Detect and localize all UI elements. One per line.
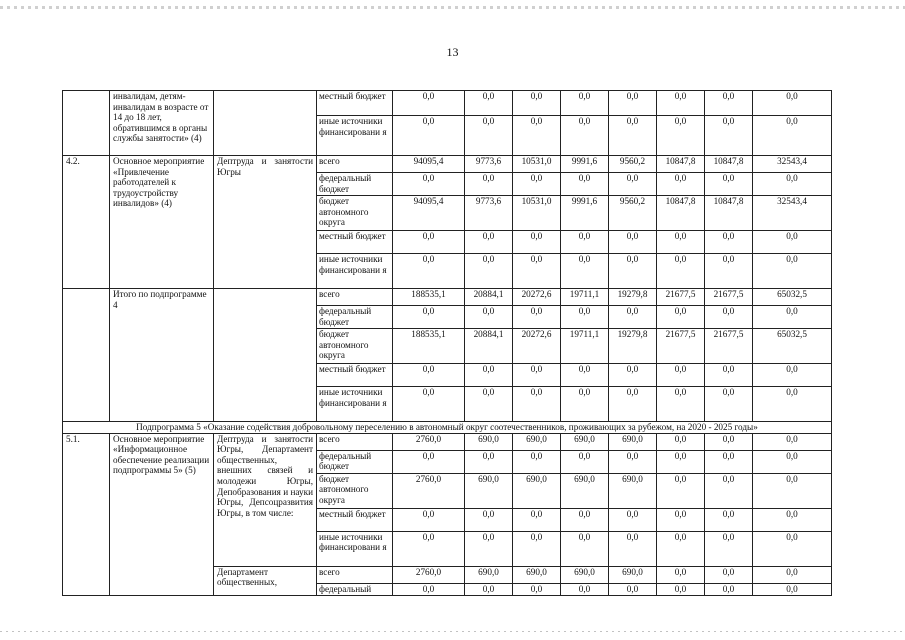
funding-source: иные источники финансировани я xyxy=(317,387,393,422)
amount-cell: 0,0 xyxy=(753,364,832,387)
row-number: 5.1. xyxy=(63,433,110,595)
amount-cell: 0,0 xyxy=(657,450,705,473)
amount-cell: 0,0 xyxy=(705,508,753,531)
amount-cell: 0,0 xyxy=(753,173,832,196)
funding-source: местный бюджет xyxy=(317,91,393,116)
amount-cell: 0,0 xyxy=(609,116,657,156)
amount-cell: 21677,5 xyxy=(705,329,753,364)
amount-cell: 21677,5 xyxy=(657,289,705,306)
amount-cell: 0,0 xyxy=(561,173,609,196)
funding-source: всего xyxy=(317,566,393,583)
amount-cell: 0,0 xyxy=(609,387,657,422)
amount-cell: 0,0 xyxy=(513,116,561,156)
amount-cell: 20884,1 xyxy=(465,289,513,306)
amount-cell: 0,0 xyxy=(609,91,657,116)
executor: Дептруда и занятости Югры xyxy=(214,156,317,289)
amount-cell: 65032,5 xyxy=(753,289,832,306)
amount-cell: 0,0 xyxy=(657,566,705,583)
amount-cell: 0,0 xyxy=(753,306,832,329)
amount-cell: 0,0 xyxy=(465,116,513,156)
amount-cell: 0,0 xyxy=(465,306,513,329)
amount-cell: 9991,6 xyxy=(561,196,609,231)
amount-cell: 2760,0 xyxy=(393,473,465,508)
amount-cell: 690,0 xyxy=(609,473,657,508)
amount-cell: 0,0 xyxy=(705,306,753,329)
amount-cell: 0,0 xyxy=(513,508,561,531)
amount-cell: 0,0 xyxy=(465,254,513,289)
amount-cell: 9991,6 xyxy=(561,156,609,173)
executor: Дептруда и занятости Югры, Департамент общественных, внешних связей и молодежи Югры, Депобразования и науки Югры, Депсоцразвития Югры, в том числе: xyxy=(214,433,317,566)
amount-cell: 0,0 xyxy=(465,531,513,566)
amount-cell: 0,0 xyxy=(393,508,465,531)
amount-cell: 690,0 xyxy=(465,433,513,450)
amount-cell: 690,0 xyxy=(513,566,561,583)
amount-cell: 0,0 xyxy=(753,531,832,566)
amount-cell: 0,0 xyxy=(513,173,561,196)
measure-name: Итого по подпрограмме 4 xyxy=(110,289,214,422)
amount-cell: 0,0 xyxy=(753,387,832,422)
amount-cell: 690,0 xyxy=(561,433,609,450)
amount-cell: 0,0 xyxy=(609,364,657,387)
amount-cell: 0,0 xyxy=(609,173,657,196)
amount-cell: 0,0 xyxy=(561,91,609,116)
amount-cell: 0,0 xyxy=(705,91,753,116)
amount-cell: 0,0 xyxy=(561,231,609,254)
amount-cell: 0,0 xyxy=(657,231,705,254)
amount-cell: 0,0 xyxy=(753,450,832,473)
amount-cell: 0,0 xyxy=(561,116,609,156)
subprogram-heading: Подпрограмма 5 «Оказание содействия добровольному переселению в автономный округ соотечественников, проживающих за рубежом, на 2020 - 2025 годы» xyxy=(63,422,832,434)
amount-cell: 0,0 xyxy=(561,508,609,531)
amount-cell: 0,0 xyxy=(609,231,657,254)
amount-cell: 94095,4 xyxy=(393,156,465,173)
amount-cell: 188535,1 xyxy=(393,289,465,306)
funding-source: федеральный бюджет xyxy=(317,173,393,196)
amount-cell: 690,0 xyxy=(465,473,513,508)
amount-cell: 0,0 xyxy=(753,231,832,254)
amount-cell: 0,0 xyxy=(393,173,465,196)
amount-cell: 0,0 xyxy=(513,387,561,422)
funding-source: бюджет автономного округа xyxy=(317,196,393,231)
amount-cell: 0,0 xyxy=(393,531,465,566)
row-number xyxy=(63,91,110,156)
amount-cell: 690,0 xyxy=(609,566,657,583)
scan-artifact-top xyxy=(0,6,905,9)
amount-cell: 0,0 xyxy=(705,173,753,196)
amount-cell: 0,0 xyxy=(393,91,465,116)
amount-cell: 0,0 xyxy=(393,116,465,156)
page-number: 13 xyxy=(446,45,459,59)
amount-cell: 0,0 xyxy=(465,364,513,387)
funding-source: местный бюджет xyxy=(317,364,393,387)
amount-cell: 0,0 xyxy=(657,91,705,116)
amount-cell: 0,0 xyxy=(393,254,465,289)
amount-cell: 32543,4 xyxy=(753,196,832,231)
amount-cell: 19711,1 xyxy=(561,329,609,364)
amount-cell: 0,0 xyxy=(465,91,513,116)
amount-cell: 0,0 xyxy=(705,433,753,450)
amount-cell: 0,0 xyxy=(513,583,561,595)
amount-cell: 65032,5 xyxy=(753,329,832,364)
amount-cell: 0,0 xyxy=(393,583,465,595)
amount-cell: 2760,0 xyxy=(393,433,465,450)
amount-cell: 0,0 xyxy=(393,364,465,387)
amount-cell: 0,0 xyxy=(465,387,513,422)
amount-cell: 0,0 xyxy=(609,450,657,473)
amount-cell: 0,0 xyxy=(609,508,657,531)
amount-cell: 0,0 xyxy=(393,387,465,422)
measure-name: Основное мероприятие «Информационное обеспечение реализации подпрограммы 5» (5) xyxy=(110,433,214,595)
amount-cell: 19711,1 xyxy=(561,289,609,306)
amount-cell: 0,0 xyxy=(657,508,705,531)
amount-cell: 690,0 xyxy=(513,473,561,508)
amount-cell: 0,0 xyxy=(561,306,609,329)
amount-cell: 0,0 xyxy=(393,231,465,254)
amount-cell: 10847,8 xyxy=(657,196,705,231)
amount-cell: 0,0 xyxy=(753,508,832,531)
funding-source: всего xyxy=(317,289,393,306)
funding-source: иные источники финансировани я xyxy=(317,531,393,566)
amount-cell: 0,0 xyxy=(513,306,561,329)
amount-cell: 188535,1 xyxy=(393,329,465,364)
amount-cell: 0,0 xyxy=(657,116,705,156)
amount-cell: 10847,8 xyxy=(705,196,753,231)
amount-cell: 0,0 xyxy=(465,231,513,254)
amount-cell: 690,0 xyxy=(561,566,609,583)
amount-cell: 0,0 xyxy=(753,583,832,595)
amount-cell: 10847,8 xyxy=(705,156,753,173)
amount-cell: 2760,0 xyxy=(393,566,465,583)
amount-cell: 0,0 xyxy=(705,364,753,387)
amount-cell: 0,0 xyxy=(561,450,609,473)
amount-cell: 0,0 xyxy=(657,531,705,566)
amount-cell: 0,0 xyxy=(657,473,705,508)
funding-source: иные источники финансировани я xyxy=(317,116,393,156)
executor xyxy=(214,289,317,422)
row-number xyxy=(63,289,110,422)
amount-cell: 0,0 xyxy=(561,387,609,422)
amount-cell: 0,0 xyxy=(561,583,609,595)
amount-cell: 0,0 xyxy=(657,173,705,196)
amount-cell: 0,0 xyxy=(705,231,753,254)
amount-cell: 0,0 xyxy=(657,364,705,387)
amount-cell: 0,0 xyxy=(513,231,561,254)
amount-cell: 0,0 xyxy=(753,473,832,508)
table-row xyxy=(63,156,832,173)
amount-cell: 0,0 xyxy=(465,583,513,595)
measure-name: Основное мероприятие «Привлечение работодателей к трудоустройству инвалидов» (4) xyxy=(110,156,214,289)
amount-cell: 0,0 xyxy=(513,91,561,116)
table-row xyxy=(63,433,832,450)
amount-cell: 32543,4 xyxy=(753,156,832,173)
amount-cell: 0,0 xyxy=(561,364,609,387)
amount-cell: 0,0 xyxy=(513,531,561,566)
amount-cell: 0,0 xyxy=(393,450,465,473)
amount-cell: 0,0 xyxy=(753,254,832,289)
amount-cell: 0,0 xyxy=(657,254,705,289)
amount-cell: 10531,0 xyxy=(513,156,561,173)
amount-cell: 0,0 xyxy=(753,433,832,450)
table-row xyxy=(63,91,832,116)
amount-cell: 20272,6 xyxy=(513,289,561,306)
amount-cell: 0,0 xyxy=(753,566,832,583)
amount-cell: 0,0 xyxy=(705,566,753,583)
funding-source: всего xyxy=(317,156,393,173)
funding-source: местный бюджет xyxy=(317,231,393,254)
amount-cell: 9773,6 xyxy=(465,156,513,173)
amount-cell: 0,0 xyxy=(705,531,753,566)
amount-cell: 9773,6 xyxy=(465,196,513,231)
funding-source: местный бюджет xyxy=(317,508,393,531)
amount-cell: 690,0 xyxy=(465,566,513,583)
amount-cell: 0,0 xyxy=(753,116,832,156)
amount-cell: 0,0 xyxy=(609,583,657,595)
amount-cell: 690,0 xyxy=(513,433,561,450)
amount-cell: 0,0 xyxy=(705,387,753,422)
amount-cell: 9560,2 xyxy=(609,196,657,231)
funding-source: бюджет автономного округа xyxy=(317,473,393,508)
amount-cell: 0,0 xyxy=(609,531,657,566)
funding-source: всего xyxy=(317,433,393,450)
amount-cell: 0,0 xyxy=(705,583,753,595)
funding-source: бюджет автономного округа xyxy=(317,329,393,364)
executor xyxy=(214,91,317,156)
amount-cell: 0,0 xyxy=(753,91,832,116)
amount-cell: 21677,5 xyxy=(657,329,705,364)
amount-cell: 0,0 xyxy=(705,473,753,508)
funding-source: федеральный бюджет xyxy=(317,450,393,473)
amount-cell: 0,0 xyxy=(609,306,657,329)
measure-name: инвалидам, детям-инвалидам в возрасте от 14 до 18 лет, обратившимся в органы службы занятости» (4) xyxy=(110,91,214,156)
amount-cell: 0,0 xyxy=(705,254,753,289)
section-row xyxy=(63,422,832,434)
table-row xyxy=(63,289,832,306)
amount-cell: 0,0 xyxy=(705,450,753,473)
amount-cell: 0,0 xyxy=(609,254,657,289)
amount-cell: 0,0 xyxy=(657,387,705,422)
amount-cell: 20884,1 xyxy=(465,329,513,364)
executor: Департамент общественных, xyxy=(214,566,317,595)
amount-cell: 0,0 xyxy=(465,173,513,196)
amount-cell: 0,0 xyxy=(513,450,561,473)
amount-cell: 9560,2 xyxy=(609,156,657,173)
funding-source: иные источники финансировани я xyxy=(317,254,393,289)
amount-cell: 94095,4 xyxy=(393,196,465,231)
amount-cell: 19279,8 xyxy=(609,289,657,306)
amount-cell: 0,0 xyxy=(465,508,513,531)
funding-source: федеральный xyxy=(317,583,393,595)
amount-cell: 690,0 xyxy=(561,473,609,508)
amount-cell: 19279,8 xyxy=(609,329,657,364)
amount-cell: 0,0 xyxy=(393,306,465,329)
amount-cell: 0,0 xyxy=(657,433,705,450)
amount-cell: 0,0 xyxy=(657,583,705,595)
scan-artifact-bottom xyxy=(0,631,905,632)
amount-cell: 10531,0 xyxy=(513,196,561,231)
amount-cell: 21677,5 xyxy=(705,289,753,306)
amount-cell: 0,0 xyxy=(561,254,609,289)
funding-source: федеральный бюджет xyxy=(317,306,393,329)
amount-cell: 20272,6 xyxy=(513,329,561,364)
amount-cell: 0,0 xyxy=(465,450,513,473)
amount-cell: 0,0 xyxy=(513,254,561,289)
amount-cell: 0,0 xyxy=(705,116,753,156)
amount-cell: 0,0 xyxy=(513,364,561,387)
amount-cell: 10847,8 xyxy=(657,156,705,173)
row-number: 4.2. xyxy=(63,156,110,289)
amount-cell: 690,0 xyxy=(609,433,657,450)
amount-cell: 0,0 xyxy=(657,306,705,329)
budget-table xyxy=(62,90,832,596)
amount-cell: 0,0 xyxy=(561,531,609,566)
